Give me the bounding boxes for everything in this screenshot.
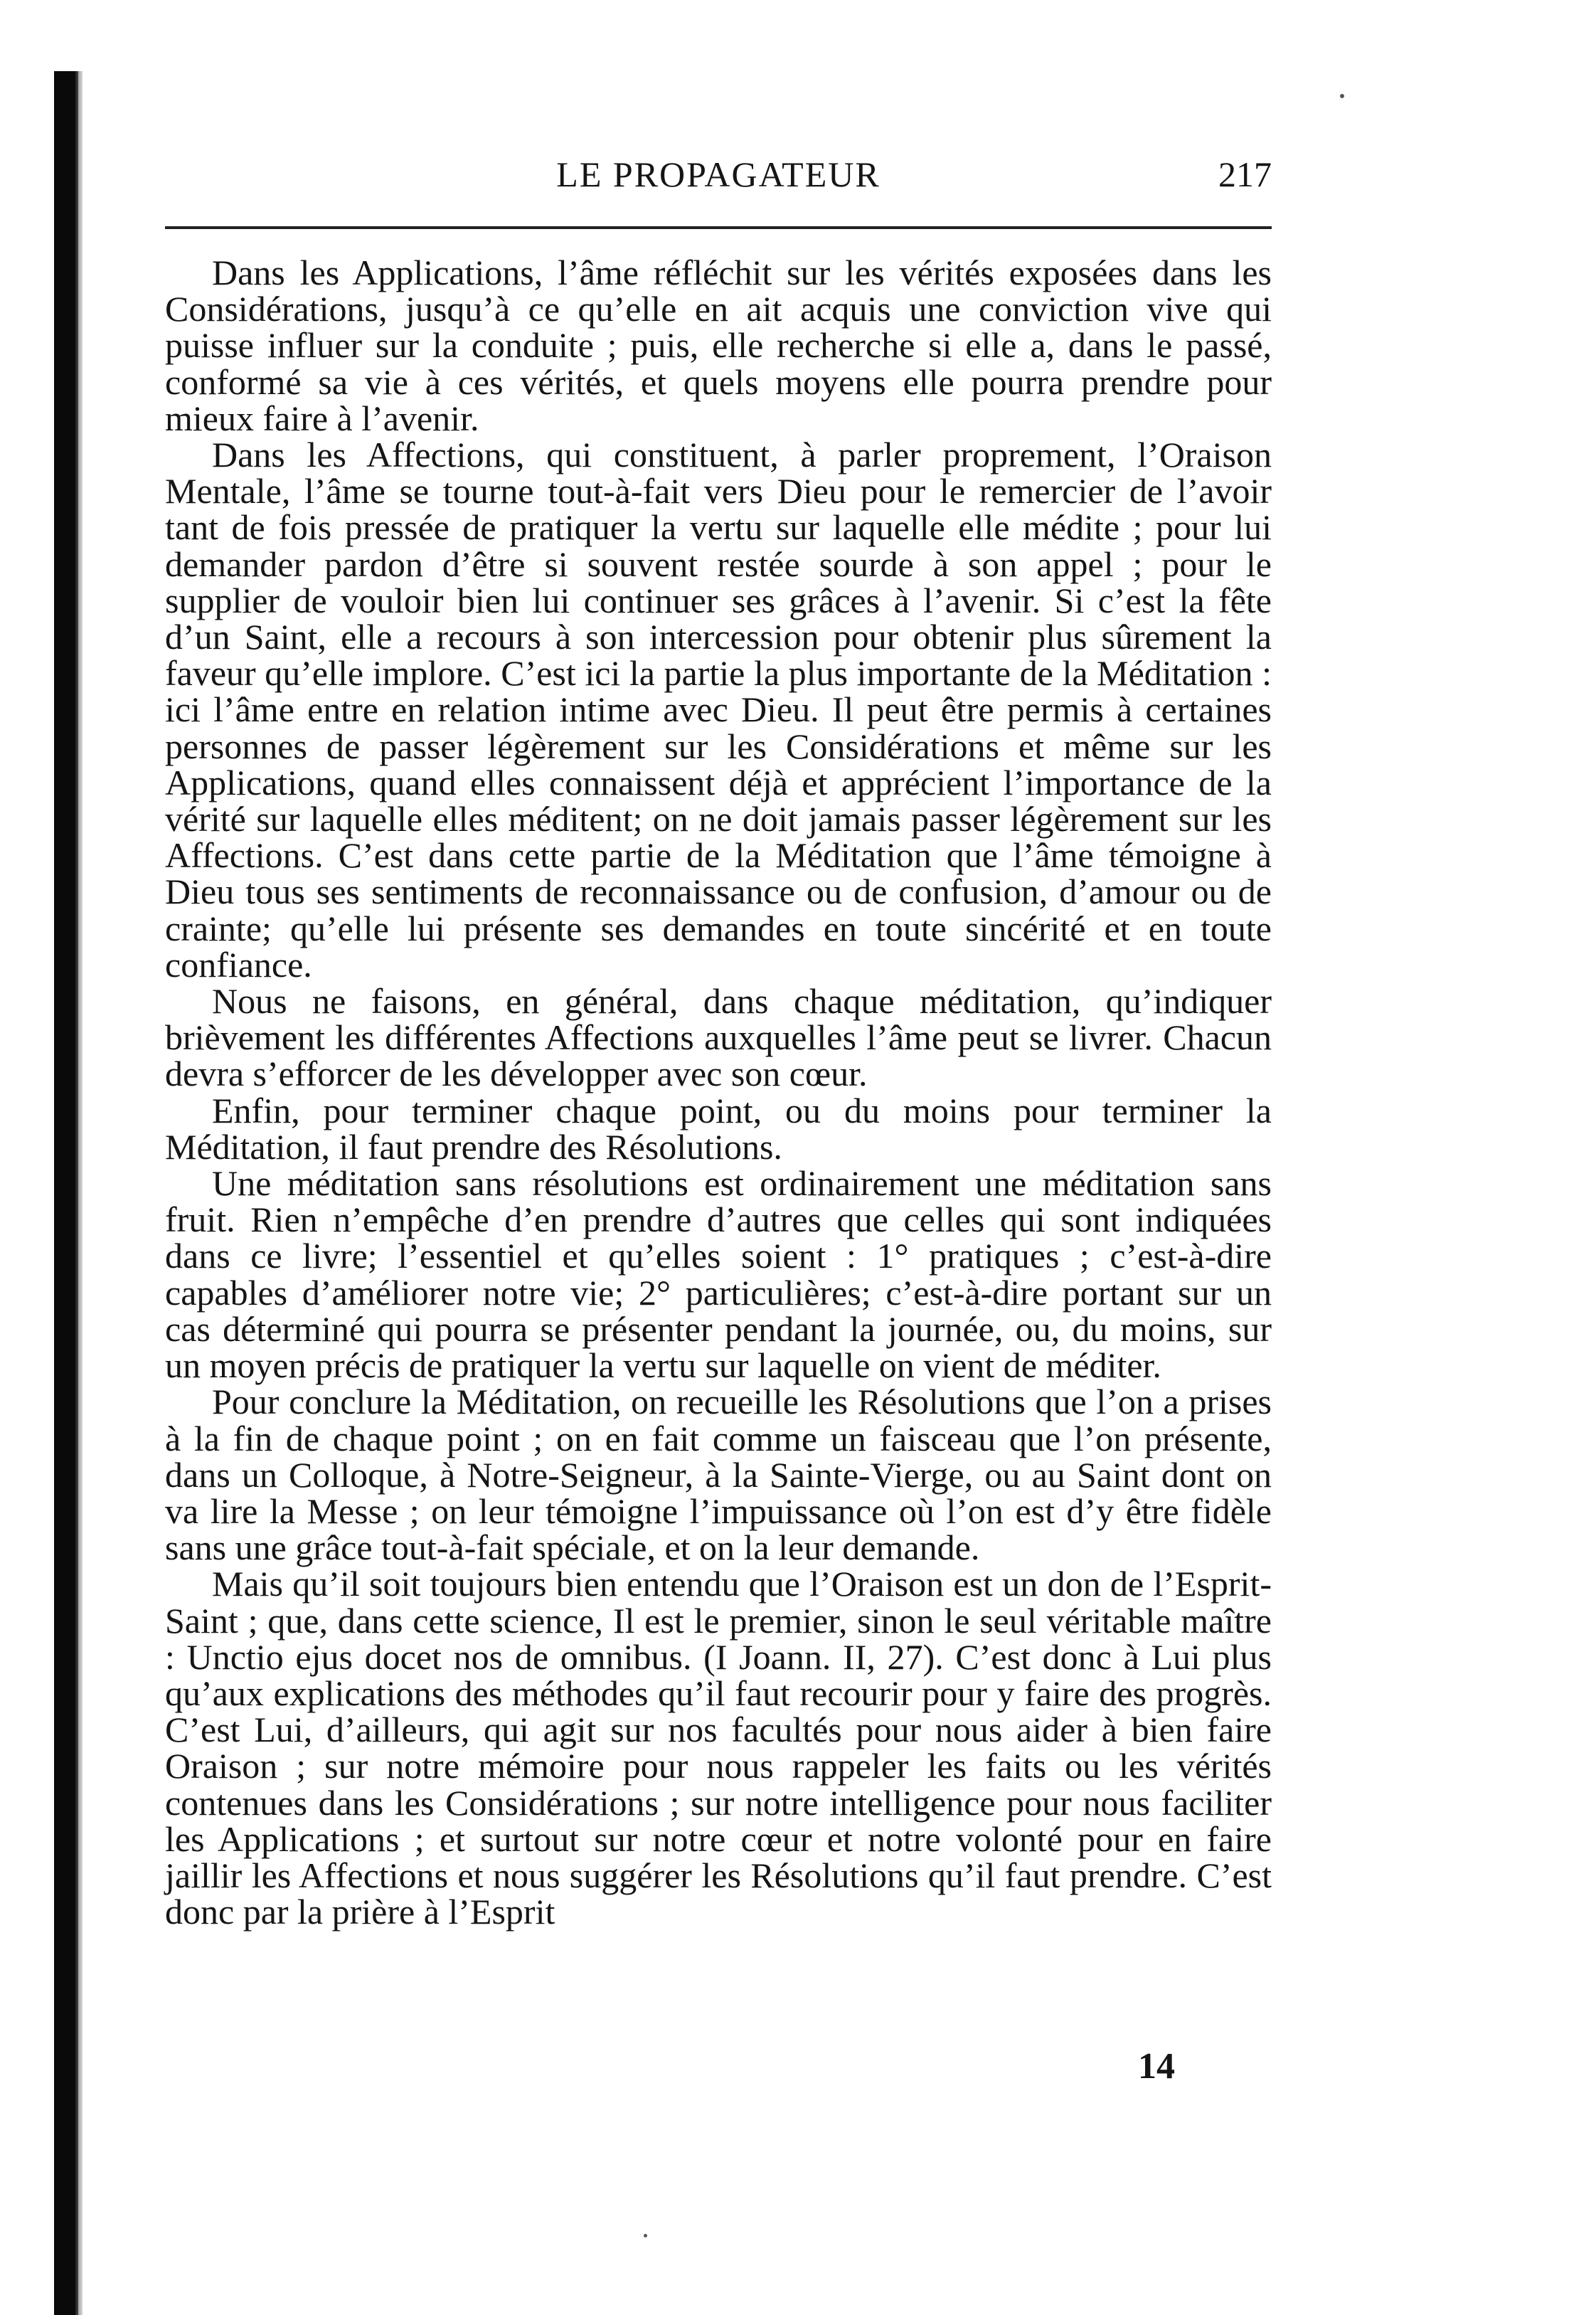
signature-mark: 14 — [1138, 2046, 1175, 2087]
running-title: LE PROPAGATEUR — [556, 154, 881, 194]
paragraph: Une méditation sans résolutions est ordinairement une méditation sans fruit. Rien n’empêche d’en prendre d’autres que celles qui sont indiquées dans ce livre; l’essentiel et qu’elles soient : 1° pratiques ; c’est-à-dire capables d’améliorer notre vie; 2° particulières; c’est-à-dire portant sur un cas déterminé qui pourra se présenter pendant la journée, ou, du moins, sur un moyen précis de pratiquer la vertu sur laquelle on vient de méditer. — [165, 1163, 1272, 1386]
paragraph: Mais qu’il soit toujours bien entendu que l’Oraison est un don de l’Esprit-Saint ; que, dans cette science, Il est le premier, sinon le seul véritable maître : Unctio ejus docet nos de omnibus. (I Joann. II, 27). C’est donc à Lui plus qu’aux explications des méthodes qu’il faut recourir pour y faire des progrès. C’est Lui, d’ailleurs, qui agit sur nos facultés pour nous aider à bien faire Oraison ; sur notre mémoire pour nous rappeler les faits ou les vérités contenues dans les Considérations ; sur notre intelligence pour nous faciliter les Applications ; et surtout sur notre cœur et notre volonté pour en faire jaillir les Affections et nous suggérer les Résolutions qu’il faut prendre. C’est donc par la prière à l’Esprit — [165, 1564, 1272, 1932]
body-text — [165, 255, 1272, 1930]
paragraph: Dans les Affections, qui constituent, à parler proprement, l’Oraison Mentale, l’âme se tourne tout-à-fait vers Dieu pour le remercier de l’avoir tant de fois pressée de pratiquer la vertu sur laquelle elle médite ; pour lui demander pardon d’être si souvent restée sourde à son appel ; pour le supplier de vouloir bien lui continuer ses grâces à l’avenir. Si c’est la fête d’un Saint, elle a recours à son intercession pour obtenir plus sûrement la faveur qu’elle implore. C’est ici la partie la plus importante de la Méditation : ici l’âme entre en relation intime avec Dieu. Il peut être permis à certaines personnes de passer légèrement sur les Considérations et même sur les Applications, quand elles connaissent déjà et apprécient l’importance de la vérité sur laquelle elles méditent; on ne doit jamais passer légèrement sur les Affections. C’est dans cette partie de la Méditation que l’âme témoigne à Dieu tous ses sentiments de reconnaissance ou de confusion, d’amour ou de crainte; qu’elle lui présente ses demandes en toute sincérité et en toute confiance. — [165, 435, 1272, 985]
page-number: 217 — [1218, 154, 1272, 194]
paragraph: Enfin, pour terminer chaque point, ou du moins pour terminer la Méditation, il faut prendre des Résolutions. — [165, 1090, 1272, 1167]
paragraph: Nous ne faisons, en général, dans chaque méditation, qu’indiquer brièvement les différentes Affections auxquelles l’âme peut se livrer. Chacun devra s’efforcer de les développer avec son cœur. — [165, 981, 1272, 1094]
binding-edge — [54, 71, 78, 2315]
header-rule — [165, 226, 1272, 229]
ink-speck — [1340, 94, 1344, 98]
paragraph: Dans les Applications, l’âme réfléchit sur les vérités exposées dans les Considérations, jusqu’à ce qu’elle en ait acquis une conviction vive qui puisse influer sur la conduite ; puis, elle recherche si elle a, dans le passé, conformé sa vie à ces vérités, et quels moyens elle pourra prendre pour mieux faire à l’avenir. — [165, 253, 1272, 438]
ink-speck — [644, 2234, 647, 2237]
running-header — [165, 154, 1272, 203]
paragraph: Pour conclure la Méditation, on recueille les Résolutions que l’on a prises à la fin de chaque point ; on en fait comme un faisceau que l’on présente, dans un Colloque, à Notre-Seigneur, à la Sainte-Vierge, ou au Saint dont on va lire la Messe ; on leur témoigne l’impuissance où l’on est d’y être fidèle sans une grâce tout-à-fait spéciale, et on la leur demande. — [165, 1382, 1272, 1568]
